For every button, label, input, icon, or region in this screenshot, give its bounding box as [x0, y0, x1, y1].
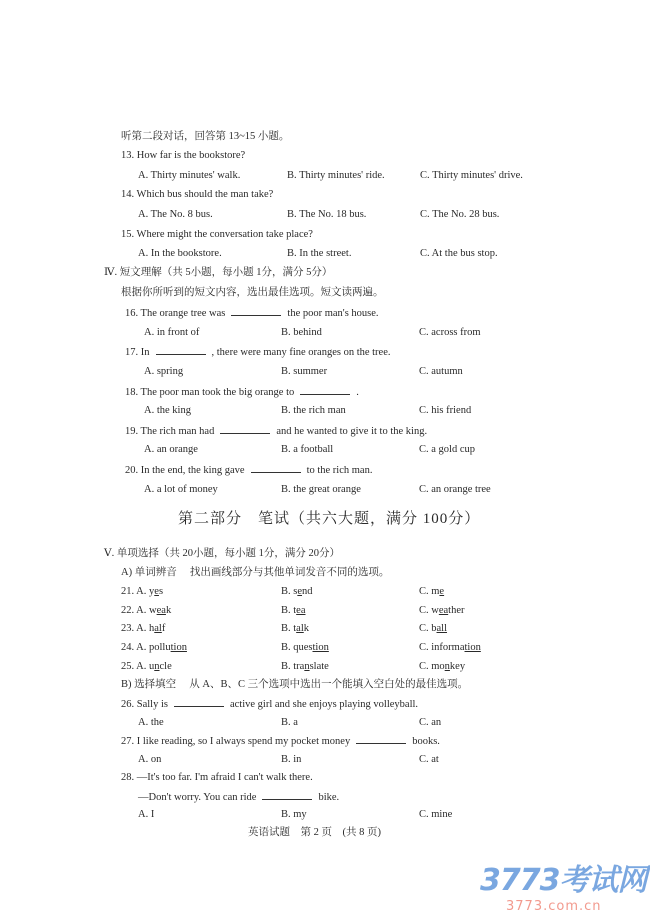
word-part: C. m: [419, 586, 440, 597]
question-text: 26. Sally is: [121, 699, 168, 710]
phonics-option-b: [281, 585, 313, 598]
question-number: 25. A.: [121, 660, 150, 672]
fill-question: [121, 734, 440, 748]
option-a: A. a lot of money: [144, 483, 218, 495]
word-part: k: [165, 604, 172, 616]
phonics-option-a: [121, 604, 171, 617]
comprehension-question: [125, 306, 379, 320]
question-text: to the rich man.: [306, 465, 373, 477]
word-part: C. informa: [419, 642, 465, 654]
part-2-heading: 第二部分 笔试（共六大题，满分 100分）: [178, 511, 481, 527]
phonics-option-c: [419, 641, 481, 654]
option-c: C. The No. 28 bus.: [420, 209, 500, 220]
underlined-letters: n: [444, 660, 450, 672]
option-b: B. the rich man: [281, 405, 346, 417]
option-c: C. across from: [419, 326, 481, 338]
answer-blank: [356, 734, 406, 744]
question-number: 22. A.: [121, 604, 150, 616]
option-c: C. an: [419, 716, 442, 728]
phonics-option-c: [419, 622, 447, 635]
word-part: B. s: [281, 586, 298, 597]
word-part: nd: [302, 586, 313, 597]
option-a: A. the: [138, 716, 164, 728]
fill-question: [121, 697, 418, 711]
section-5-title: Ⅴ. 单项选择（共 20小题，每小题 1分，满分 20分）: [104, 548, 340, 559]
option-c: C. a gold cup: [419, 444, 475, 456]
word-part: y: [149, 586, 155, 597]
question-text: the poor man's house.: [287, 308, 379, 319]
option-b: B. in: [281, 753, 302, 765]
question-text: , there were many fine oranges on the tree.: [211, 347, 391, 359]
phonics-option-c: [419, 660, 465, 673]
section-4-title: Ⅳ. 短文理解（共 5小题，每小题 1分，满分 5分）: [104, 267, 333, 278]
option-c: C. mine: [419, 809, 453, 820]
option-c: C. At the bus stop.: [420, 248, 498, 259]
word-part: C. mo: [419, 660, 445, 672]
option-c: C. at: [419, 753, 439, 765]
answer-blank: [300, 385, 350, 395]
option-a: A. I: [138, 809, 155, 820]
phonics-option-b: [281, 660, 329, 673]
phonics-option-a: [121, 622, 165, 635]
question-15: 15. Where might the conversation take place?: [121, 229, 313, 240]
underlined-letters: all: [436, 623, 448, 635]
word-part: slate: [309, 660, 329, 672]
question-text: 19. The rich man had: [125, 425, 215, 437]
option-b: B. a: [281, 716, 298, 728]
option-c: C. his friend: [419, 405, 472, 417]
underlined-letters: al: [296, 623, 304, 635]
word-part: B. t: [281, 604, 297, 616]
watermark-logo: [480, 855, 647, 914]
question-text: and he wanted to give it to the king.: [276, 425, 428, 437]
underlined-letters: al: [154, 623, 162, 635]
answer-blank: [231, 306, 281, 316]
option-c: C. Thirty minutes' drive.: [420, 170, 523, 181]
option-b: B. the great orange: [281, 483, 361, 495]
question-28-line2: [138, 790, 339, 804]
word-part: C. b: [419, 623, 437, 635]
word-part: w: [149, 604, 157, 616]
option-b: B. my: [281, 809, 307, 820]
underlined-letters: tion: [464, 642, 481, 654]
option-a: A. The No. 8 bus.: [138, 209, 213, 220]
option-b: B. The No. 18 bus.: [287, 209, 367, 220]
page-footer: 英语试题 第 2 页 (共 8 页): [248, 827, 381, 838]
question-number: 23. A.: [121, 623, 150, 635]
section-4-instructions: 根据你所听到的短文内容，选出最佳选项。短文读两遍。: [121, 287, 384, 298]
phonics-option-b: [281, 641, 329, 654]
word-part: cle: [159, 660, 172, 672]
underlined-letters: tion: [312, 642, 329, 654]
option-b: B. behind: [281, 326, 322, 338]
answer-blank: [220, 424, 270, 434]
question-text: 17. In: [125, 347, 150, 359]
option-b: B. Thirty minutes' ride.: [287, 170, 385, 181]
comprehension-question: [125, 424, 427, 438]
option-a: A. an orange: [144, 444, 198, 456]
option-a: A. In the bookstore.: [138, 248, 222, 259]
phonics-option-b: [281, 604, 306, 617]
word-part: B. t: [281, 623, 297, 635]
option-b: B. summer: [281, 365, 328, 377]
option-a: A. spring: [144, 365, 184, 377]
option-a: A. the king: [144, 405, 191, 417]
question-text: 27. I like reading, so I always spend my pocket money: [121, 736, 351, 747]
question-text: books.: [412, 736, 440, 747]
question-number: 24. A.: [121, 642, 150, 654]
phonics-option-b: [281, 622, 309, 635]
text: bike.: [318, 792, 340, 803]
comprehension-question: [125, 345, 391, 359]
option-a: A. Thirty minutes' walk.: [138, 170, 241, 181]
comprehension-question: [125, 463, 372, 477]
answer-blank: [174, 697, 224, 707]
word-part: f: [161, 623, 166, 635]
question-14: 14. Which bus should the man take?: [121, 189, 274, 200]
part-a-title: A) 单词辨音 找出画线部分与其他单词发音不同的选项。: [121, 567, 390, 578]
question-text: active girl and she enjoys playing volleyball.: [229, 699, 419, 710]
underlined-letters: ea: [156, 604, 166, 616]
watermark-url: 3773.com.cn: [506, 899, 602, 914]
phonics-option-a: [121, 660, 172, 673]
underlined-letters: tion: [170, 642, 187, 654]
option-b: B. a football: [281, 444, 334, 456]
underlined-letters: ea: [438, 604, 449, 616]
word-part: k: [303, 623, 309, 635]
word-part: B. ques: [281, 642, 313, 654]
answer-blank: [251, 463, 301, 473]
word-part: u: [149, 660, 155, 672]
underlined-letters: n: [154, 660, 160, 672]
question-text: 18. The poor man took the big orange to: [125, 386, 295, 398]
answer-blank: [262, 790, 312, 800]
word-part: key: [449, 660, 466, 672]
part-b-title: B) 选择填空 从 A、B、C 三个选项中选出一个能填入空白处的最佳选项。: [121, 679, 469, 690]
question-13: 13. How far is the bookstore?: [121, 150, 246, 161]
underlined-letters: e: [439, 586, 445, 597]
word-part: h: [149, 623, 155, 635]
question-28-line1: 28. —It's too far. I'm afraid I can't walk there.: [121, 772, 313, 783]
underlined-letters: n: [304, 660, 310, 672]
option-a: A. in front of: [144, 326, 200, 338]
word-part: B. tra: [281, 660, 305, 672]
question-number: 21. A.: [121, 586, 150, 597]
phonics-option-c: [419, 585, 444, 598]
question-text: 20. In the end, the king gave: [125, 465, 245, 477]
word-part: ther: [448, 604, 465, 616]
underlined-letters: ea: [296, 604, 306, 616]
word-part: s: [158, 586, 164, 597]
question-text: .: [356, 386, 359, 398]
option-b: B. In the street.: [287, 248, 352, 259]
text: —Don't worry. You can ride: [138, 792, 257, 803]
watermark-logo-text: 3773考试网: [480, 863, 647, 898]
question-text: 16. The orange tree was: [125, 308, 226, 319]
option-c: C. autumn: [419, 365, 463, 377]
answer-blank: [156, 345, 206, 355]
phonics-option-a: [121, 585, 163, 598]
option-a: A. on: [138, 753, 162, 765]
underlined-letters: e: [154, 586, 159, 597]
comprehension-question: [125, 385, 359, 399]
phonics-option-a: [121, 641, 187, 654]
phonics-option-c: [419, 604, 465, 617]
dialogue-intro: 听第二段对话，回答第 13~15 小题。: [121, 131, 290, 142]
word-part: C. w: [419, 604, 439, 616]
option-c: C. an orange tree: [419, 483, 491, 495]
underlined-letters: e: [297, 586, 303, 597]
word-part: pollu: [149, 642, 171, 654]
